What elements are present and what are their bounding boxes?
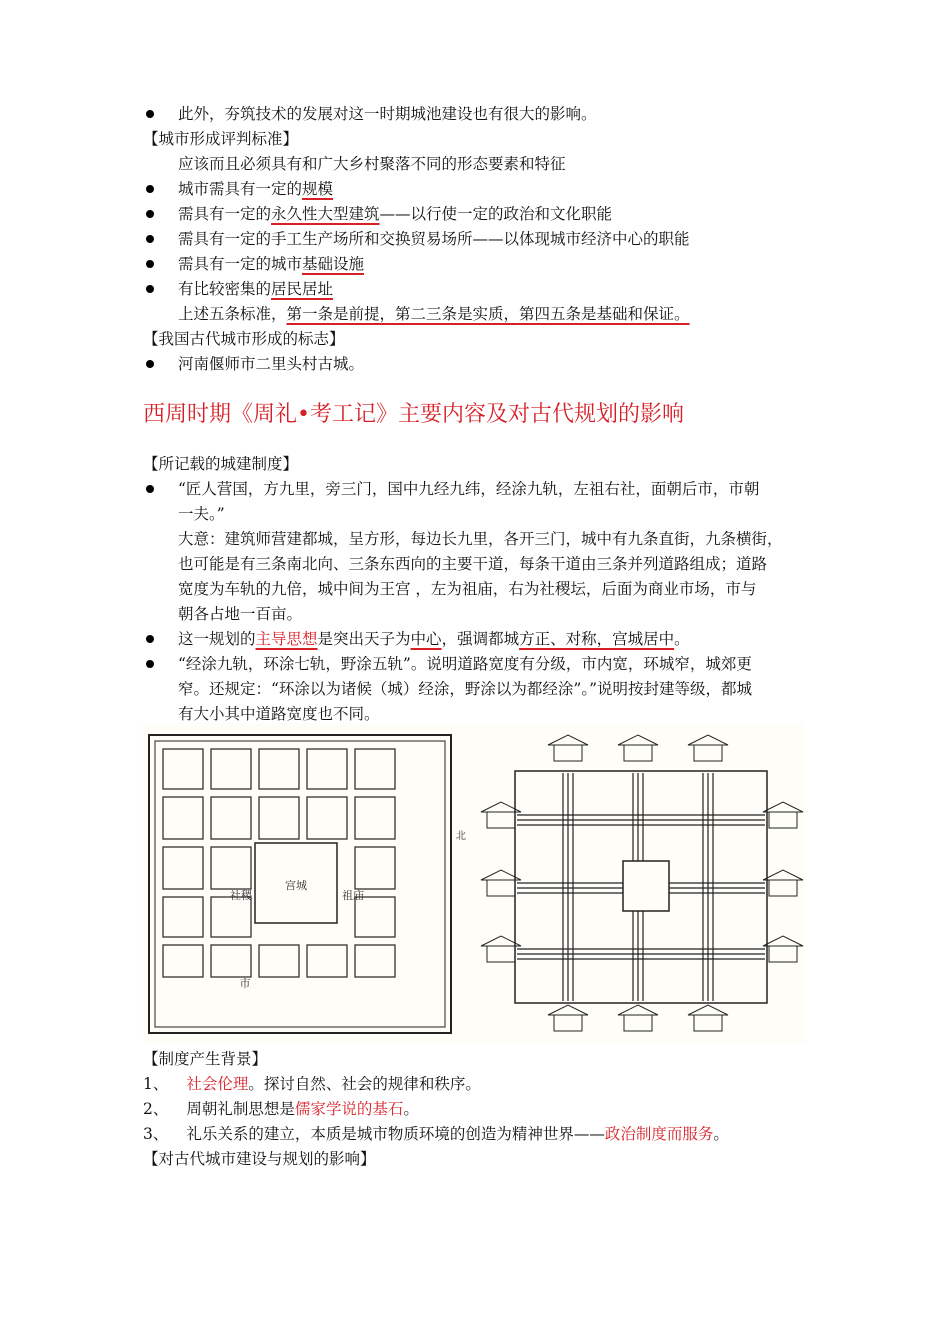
bullet-dot [146,485,154,493]
heading-background: 【制度产生背景】 [143,1050,268,1068]
city-block [211,847,251,889]
planning-text: 。 [674,630,690,648]
gate-roof [763,870,803,880]
gate-roof [688,1005,728,1015]
road-grading-line3: 有大小其中道路宽度也不同。 [178,705,380,723]
gate-body [769,946,797,962]
gate-roof [618,735,658,745]
item-3-text: 礼乐关系的建立，本质是城市物质环境的创造为精神世界—— [186,1125,605,1143]
bullet-dot [146,210,154,218]
criterion-4-text: 需具有一定的城市 [178,255,303,273]
market-label: 市 [239,977,251,990]
city-block [211,897,251,937]
city-block [163,847,203,889]
gate-body [769,880,797,896]
planning-text: 这一规划的 [178,630,256,648]
criterion-5-key: 居民居址 [271,280,334,298]
criterion-2-key: 永久性大型建筑 [271,205,380,223]
heading-sign: 【我国古代城市形成的标志】 [143,330,345,348]
quote-kaogongji-line1: “匠人营国，方九里，旁三门，国中九经九纬，经涂九轨，左祖右社，面朝后市，市朝 [178,480,760,498]
capital-plan-figure [143,723,805,1044]
city-block [163,897,203,937]
city-block [355,847,395,889]
road-grading-line1: “经涂九轨，环涂七轨，野涂五轨”。说明道路宽度有分级，市内宽，环城窄，城郊更 [178,655,752,673]
city-block [259,749,299,789]
altar-label: 社稷 [230,889,252,902]
temple-label: 祖庙 [342,889,364,902]
bullet-dot [146,185,154,193]
city-block [259,945,299,977]
explanation-line2: 也可能是有三条南北向、三条东西向的主要干道，每条干道由三条并列道路组成；道路 [178,555,768,573]
capital-plan-diagrams [143,723,805,1044]
bullet-dot [146,110,154,118]
gate-body [487,812,515,828]
city-block [355,897,395,937]
city-block [163,945,203,977]
road-grading-line2: 窄。还规定：“环涂以为诸候（城）经涂，野涂以为都经涂”。”说明按封建等级，都城 [178,680,753,698]
criterion-1 [178,177,333,201]
gate-body [554,1015,582,1031]
gate-body [624,1015,652,1031]
section-title-zhouli: 西周时期《周礼•考工记》主要内容及对古代规划的影响 [143,402,684,427]
bullet-dot [146,260,154,268]
criterion-2-rest: ——以行使一定的政治和文化职能 [379,205,613,223]
item-3-key: 政治制度而服务 [604,1125,714,1143]
city-block [355,797,395,839]
item-number: 3、 [143,1125,169,1143]
criterion-1-key: 规模 [302,180,334,198]
bullet-dot [146,660,154,668]
gate-body [694,1015,722,1031]
planning-key-center: 中心 [410,630,442,648]
city-block [355,945,395,977]
gate-roof [688,735,728,745]
sign-erlitou: 河南偃师市二里头村古城。 [178,355,365,373]
gate-body [769,812,797,828]
item-number: 2、 [143,1100,169,1118]
summary-key: 第一条是前提，第二三条是实质，第四五条是基础和保证。 [286,305,690,323]
item-2-end: 。 [403,1100,419,1118]
north-label: 北 [456,831,466,842]
heading-criteria: 【城市形成评判标准】 [143,130,299,148]
gate-roof [548,735,588,745]
gate-roof [618,1005,658,1015]
city-block [307,945,347,977]
criterion-1-text: 城市需具有一定的 [178,180,303,198]
criterion-4 [178,252,364,276]
right-palace-block [623,861,669,911]
background-item-1 [143,1072,481,1096]
bullet-dot [146,635,154,643]
planning-idea [178,627,690,651]
city-block [211,749,251,789]
paragraph-rammed-earth: 此外，夯筑技术的发展对这一时期城池建设也有很大的影响。 [178,105,597,123]
city-block [211,797,251,839]
planning-key-symmetry: 方正、对称，宫城居中 [519,630,675,648]
quote-kaogongji-line2: 一夫。” [178,505,225,523]
criterion-5-text: 有比较密集的 [178,280,272,298]
item-1-key: 社会伦理 [186,1075,249,1093]
gate-body [487,880,515,896]
gate-roof [548,1005,588,1015]
bullet-dot [146,235,154,243]
city-block [307,797,347,839]
criterion-2-text: 需具有一定的 [178,205,272,223]
city-block [355,749,395,789]
background-item-2 [143,1097,419,1121]
explanation-line4: 朝各占地一百亩。 [178,605,303,623]
planning-text: 是突出天子为 [317,630,411,648]
planning-text: ，强调都城 [441,630,520,648]
item-2-text: 周朝礼制思想是 [186,1100,295,1118]
item-3-end: 。 [713,1125,729,1143]
gate-roof [763,802,803,812]
bullet-dot [146,360,154,368]
gate-body [624,745,652,761]
criterion-4-key: 基础设施 [302,255,365,273]
item-1-text: 。探讨自然、社会的规律和秩序。 [248,1075,481,1093]
city-block [211,945,251,977]
gate-body [554,745,582,761]
criterion-3: 需具有一定的手工生产场所和交换贸易场所——以体现城市经济中心的职能 [178,230,690,248]
palace-label: 宫城 [285,879,307,892]
criteria-summary [178,302,690,326]
criterion-5 [178,277,333,301]
item-2-key: 儒家学说的基石 [294,1100,404,1118]
city-block [163,797,203,839]
planning-key-idea: 主导思想 [255,630,318,648]
criteria-intro: 应该而且必须具有和广大乡村聚落不同的形态要素和特征 [178,155,566,173]
gate-body [487,946,515,962]
item-number: 1、 [143,1075,169,1093]
background-item-3 [143,1122,729,1146]
right-city-plan [481,735,803,1031]
heading-influence: 【对古代城市建设与规划的影响】 [143,1150,376,1168]
criterion-2 [178,202,612,226]
gate-body [694,745,722,761]
city-block [163,749,203,789]
explanation-line3: 宽度为车轨的九倍，城中间为王宫 ，左为祖庙，右为社稷坛，后面为商业市场，市与 [178,580,757,598]
heading-system: 【所记载的城建制度】 [143,455,299,473]
explanation-line1: 大意：建筑师营建都城，呈方形，每边长九里，各开三门，城中有九条直街，九条横街， [178,530,783,548]
summary-text: 上述五条标准， [178,305,287,323]
city-block [307,749,347,789]
gate-roof [763,936,803,946]
bullet-dot [146,285,154,293]
city-block [259,797,299,839]
